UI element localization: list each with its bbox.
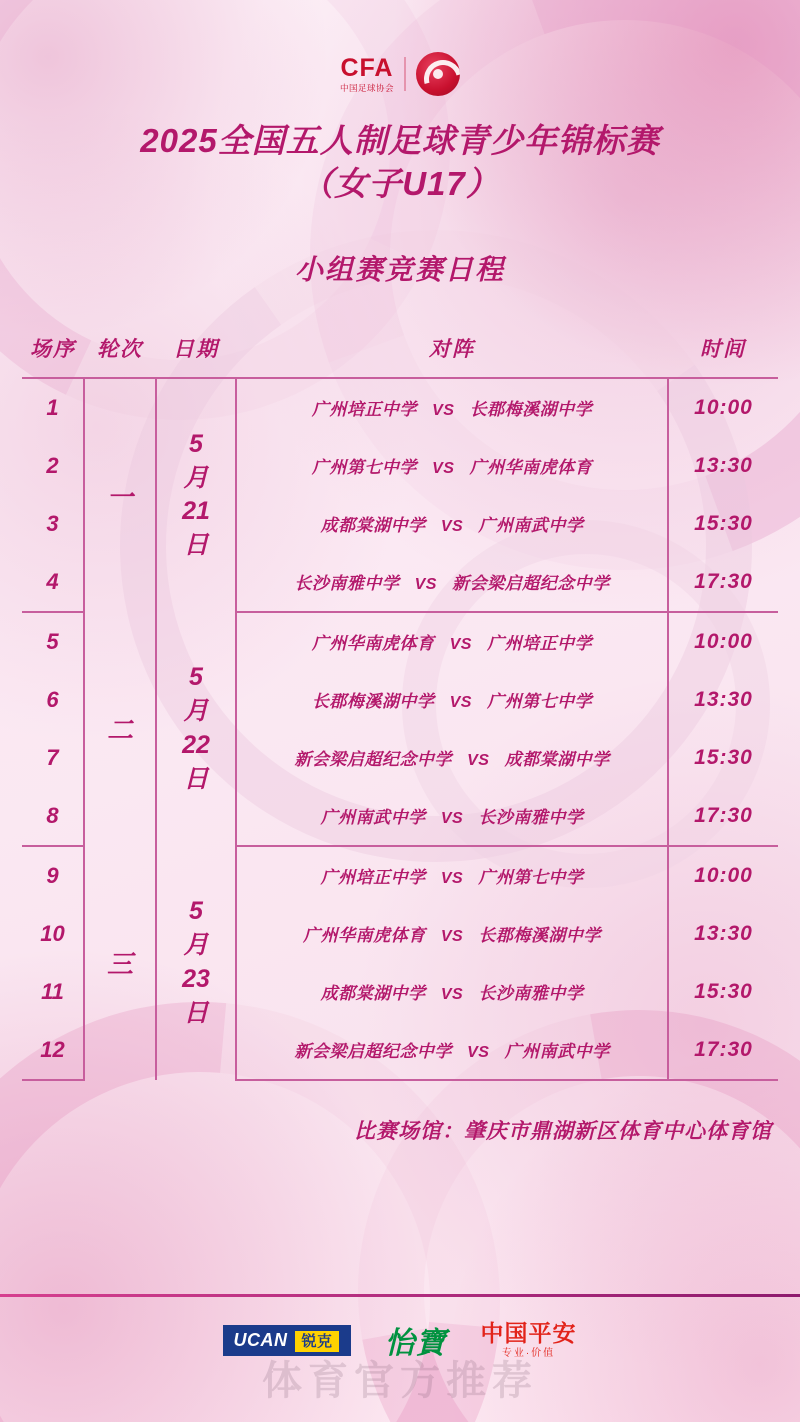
home-team: 广州南武中学 [320,808,426,828]
cell-round: 一 [84,378,156,612]
cell-round: 三 [84,846,156,1080]
away-team: 成都棠湖中学 [504,750,610,770]
home-team: 长沙南雅中学 [294,574,400,594]
cell-match-no: 10 [22,905,84,963]
header-logo-row [0,0,800,96]
home-team: 新会梁启超纪念中学 [294,750,452,770]
vs-label: VS [440,810,464,828]
cell-time: 13:30 [694,453,753,477]
cell-match [236,437,668,495]
cell-time: 10:00 [694,863,753,887]
vs-label: VS [440,518,464,536]
cfa-logo-text [339,53,394,93]
cell-round: 二 [84,612,156,846]
away-team: 广州第七中学 [487,692,593,712]
vs-label: VS [440,986,464,1004]
title-block [0,120,800,288]
vs-label: VS [440,870,464,888]
table-row [22,846,778,905]
cell-match [236,787,668,846]
cell-match-no: 9 [22,846,84,905]
ucan-latin: UCAN [233,1329,288,1350]
column-header-time: 时间 [700,337,746,361]
date-part: 5 [189,663,203,692]
date-part: 22 [182,730,210,759]
cell-match [236,378,668,437]
cell-match-no: 6 [22,671,84,729]
vs-label: VS [467,752,490,770]
column-header-match: 对阵 [429,337,475,361]
cfa-chinese-name: 中国足球协会 [339,82,394,93]
home-team: 成都棠湖中学 [320,984,426,1004]
cell-match [236,729,668,787]
table-row [22,612,778,671]
venue-text: 比赛场馆：肇庆市鼎湖新区体育中心体育馆 [354,1119,772,1143]
date-part: 月 [183,697,209,726]
vs-label: VS [432,402,455,420]
cell-time: 17:30 [668,787,778,846]
watermark-text: 体育官方推荐 [262,1359,538,1403]
table-header-row [22,332,778,378]
cell-match [236,495,668,553]
page-title-line2: （女子U17） [300,164,500,202]
home-team: 广州华南虎体育 [311,634,435,654]
date-part: 日 [183,531,209,560]
table-row [22,378,778,437]
column-header-no: 场序 [30,337,76,361]
away-team: 广州南武中学 [504,1042,610,1062]
cell-match [236,846,668,905]
table-header [22,332,778,378]
date-part: 21 [182,497,210,526]
away-team: 长郡梅溪湖中学 [478,926,601,946]
cell-match-no: 7 [22,729,84,787]
cell-date [156,846,236,1080]
date-part: 月 [183,463,209,492]
cell-match-no: 8 [22,787,84,846]
cell-match-no: 2 [22,437,84,495]
date-part: 5 [189,429,203,458]
cell-time: 17:30 [668,1021,778,1080]
away-team: 广州第七中学 [478,868,584,888]
cell-match [236,905,668,963]
table-body [22,378,778,1080]
home-team: 广州华南虎体育 [303,926,426,946]
home-team: 新会梁启超纪念中学 [294,1042,452,1062]
cell-match [236,671,668,729]
home-team: 广州培正中学 [320,868,426,888]
date-part: 月 [183,931,209,960]
schedule-table [22,332,778,1081]
ucan-chinese: 锐克 [295,1331,338,1352]
away-team: 长沙南雅中学 [478,808,584,828]
page-title-line1: 2025全国五人制足球青少年锦标赛 [140,122,660,159]
away-team: 广州培正中学 [487,634,593,654]
cell-match [236,1021,668,1080]
cell-time: 15:30 [694,745,753,769]
cell-time: 15:30 [694,511,753,535]
cell-match [236,963,668,1021]
date-part: 5 [189,897,203,926]
cfa-logo [340,52,460,96]
column-header-date: 日期 [173,337,219,361]
cell-date [156,378,236,612]
cell-match [236,612,668,671]
away-team: 广州华南虎体育 [469,458,593,478]
away-team: 新会梁启超纪念中学 [452,574,610,594]
cell-match-no: 11 [22,963,84,1021]
cell-time: 17:30 [668,553,778,612]
home-team: 广州培正中学 [311,400,417,420]
cell-match-no: 12 [22,1021,84,1080]
date-part: 23 [182,964,210,993]
away-team: 长沙南雅中学 [478,984,584,1004]
cell-match [236,553,668,612]
vs-label: VS [440,928,464,946]
cell-match-no: 3 [22,495,84,553]
vs-label: VS [449,636,472,654]
vs-label: VS [467,1044,490,1062]
yibao-logo-text: 怡寶 [384,1327,447,1360]
cell-time: 10:00 [694,629,753,653]
cell-match-no: 1 [22,378,84,437]
date-part: 日 [183,998,209,1027]
logo-divider [404,57,406,91]
home-team: 广州第七中学 [311,458,417,478]
schedule-table-wrap [22,332,778,1081]
cell-match-no: 5 [22,612,84,671]
away-team: 长郡梅溪湖中学 [469,400,593,420]
cell-time: 13:30 [694,687,753,711]
date-part: 日 [183,764,209,793]
vs-label: VS [449,694,472,712]
cfa-emblem-icon [416,52,460,96]
cell-time: 15:30 [694,979,753,1003]
column-header-round: 轮次 [97,337,143,361]
home-team: 长郡梅溪湖中学 [311,692,435,712]
away-team: 广州南武中学 [478,516,584,536]
pingan-logo-text: 中国平安 [480,1319,577,1346]
home-team: 成都棠湖中学 [320,516,426,536]
pingan-slogan: 专业·价值 [501,1348,556,1360]
cell-date [156,612,236,846]
cell-time: 13:30 [694,921,753,945]
vs-label: VS [414,576,437,594]
cell-match-no: 4 [22,553,84,612]
cell-time: 10:00 [668,378,778,437]
page-subtitle: 小组赛竞赛日程 [294,253,505,285]
vs-label: VS [432,460,455,478]
cfa-letters: CFA [340,53,394,82]
